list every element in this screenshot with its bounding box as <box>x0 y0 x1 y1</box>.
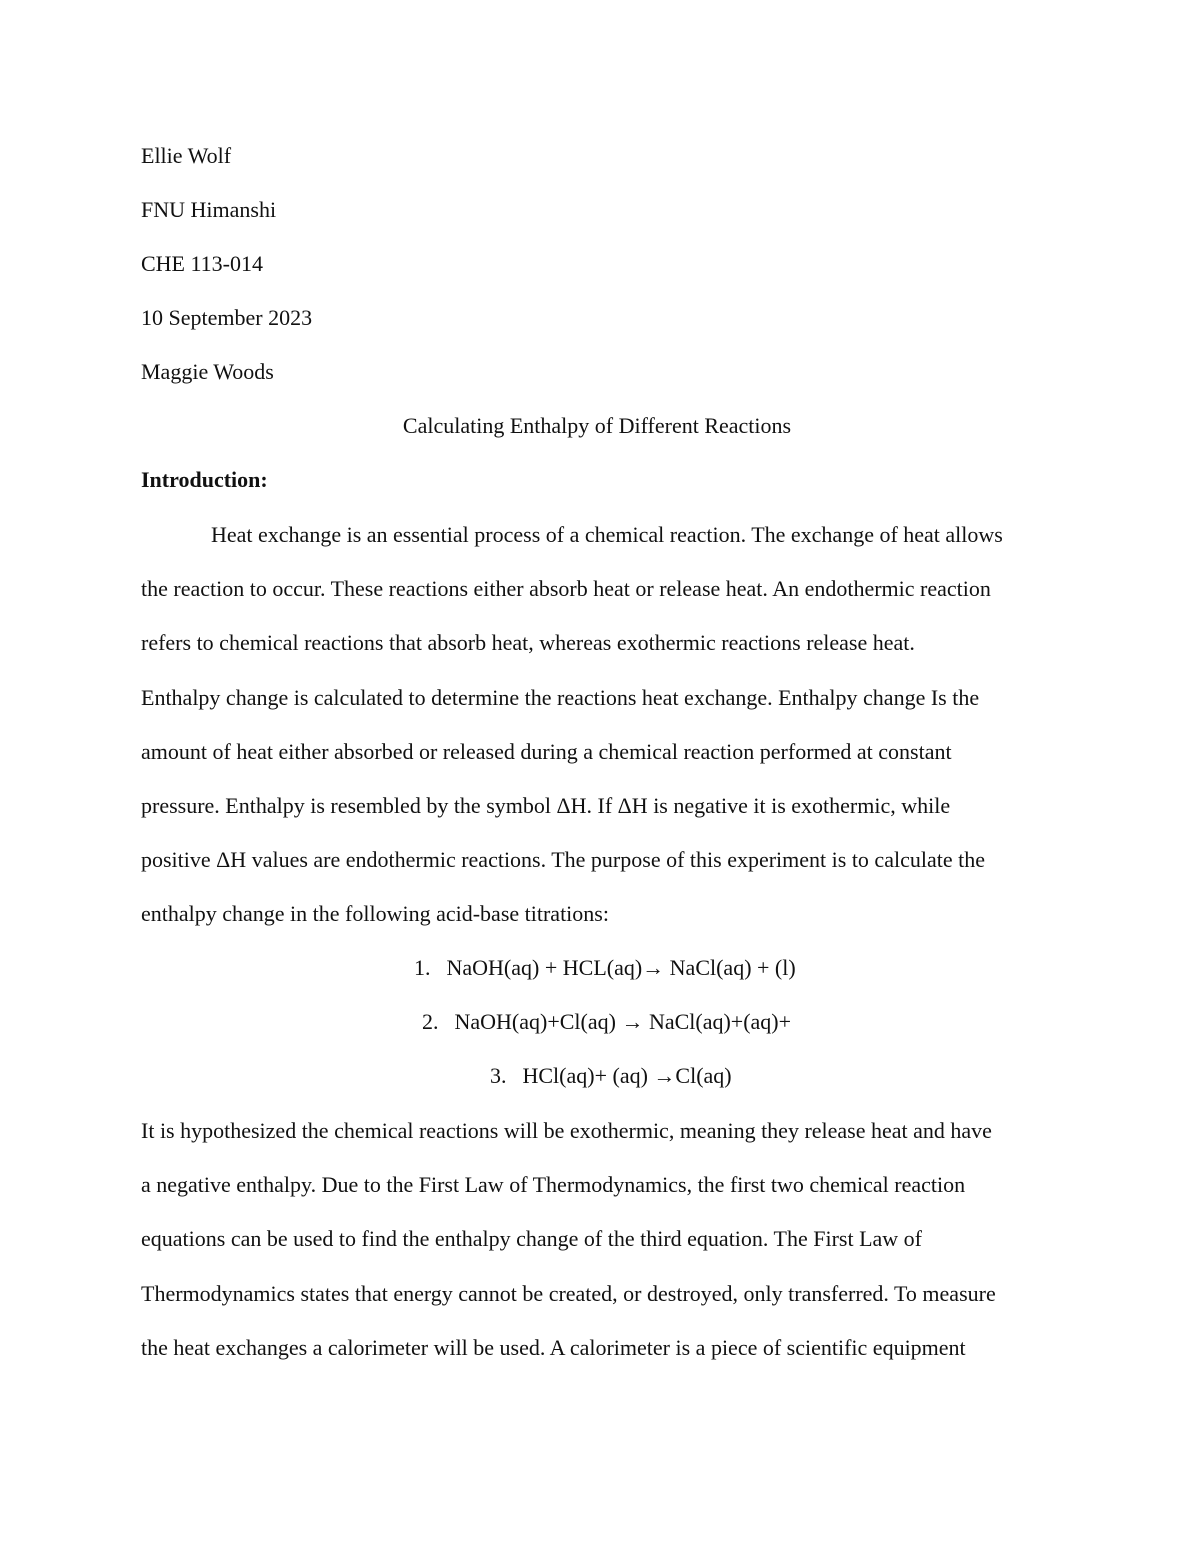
paragraph-line: amount of heat either absorbed or released during a chemical reaction performed at constant <box>141 738 952 764</box>
student-name: Ellie Wolf <box>141 143 232 168</box>
paragraph-line: Enthalpy change is calculated to determine the reactions heat exchange. Enthalpy change Is the <box>141 684 980 710</box>
equation-text: HCl(aq)+ (aq) →Cl(aq) <box>522 1063 732 1088</box>
document-date: 10 September 2023 <box>141 305 313 330</box>
equation-text: NaOH(aq)+Cl(aq) → NaCl(aq)+(aq)+ <box>454 1009 792 1034</box>
paragraph-line: the reaction to occur. These reactions either absorb heat or release heat. An endothermic reaction <box>141 576 991 602</box>
introduction-heading: Introduction: <box>141 467 268 492</box>
paragraph-line: equations can be used to find the enthalpy change of the third equation. The First Law of <box>141 1226 922 1252</box>
paragraph-line: Heat exchange is an essential process of a chemical reaction. The exchange of heat allows <box>211 522 1003 547</box>
equation-2 <box>0 1007 1200 1037</box>
instructor-name: FNU Himanshi <box>141 197 277 222</box>
paragraph-line: positive ΔH values are endothermic reactions. The purpose of this experiment is to calculate the <box>141 847 985 873</box>
equation-number: 3. <box>490 1063 507 1088</box>
paragraph-line: a negative enthalpy. Due to the First Law of Thermodynamics, the first two chemical reaction <box>141 1172 966 1198</box>
paragraph-line: the heat exchanges a calorimeter will be used. A calorimeter is a piece of scientific equipment <box>141 1334 966 1360</box>
paragraph-line: Thermodynamics states that energy cannot be created, or destroyed, only transferred. To measure <box>141 1280 996 1306</box>
equation-1 <box>0 953 1200 983</box>
introduction-paragraph-2 <box>141 1116 1066 1387</box>
course-code: CHE 113-014 <box>141 251 264 276</box>
paragraph-line: It is hypothesized the chemical reactions will be exothermic, meaning they release heat and have <box>141 1118 992 1143</box>
document-title: Calculating Enthalpy of Different Reactions <box>402 413 792 438</box>
partner-name: Maggie Woods <box>141 359 274 384</box>
equation-number: 2. <box>422 1009 439 1034</box>
equation-text: NaOH(aq) + HCL(aq)→ NaCl(aq) + (l) <box>446 955 796 980</box>
paragraph-line: enthalpy change in the following acid-base titrations: <box>141 901 609 927</box>
equation-3 <box>0 1061 1200 1091</box>
paragraph-line: refers to chemical reactions that absorb heat, whereas exothermic reactions release heat. <box>141 630 915 656</box>
introduction-paragraph-1 <box>141 520 1066 954</box>
paragraph-line: pressure. Enthalpy is resembled by the symbol ΔH. If ΔH is negative it is exothermic, while <box>141 792 951 818</box>
equation-number: 1. <box>414 955 431 980</box>
